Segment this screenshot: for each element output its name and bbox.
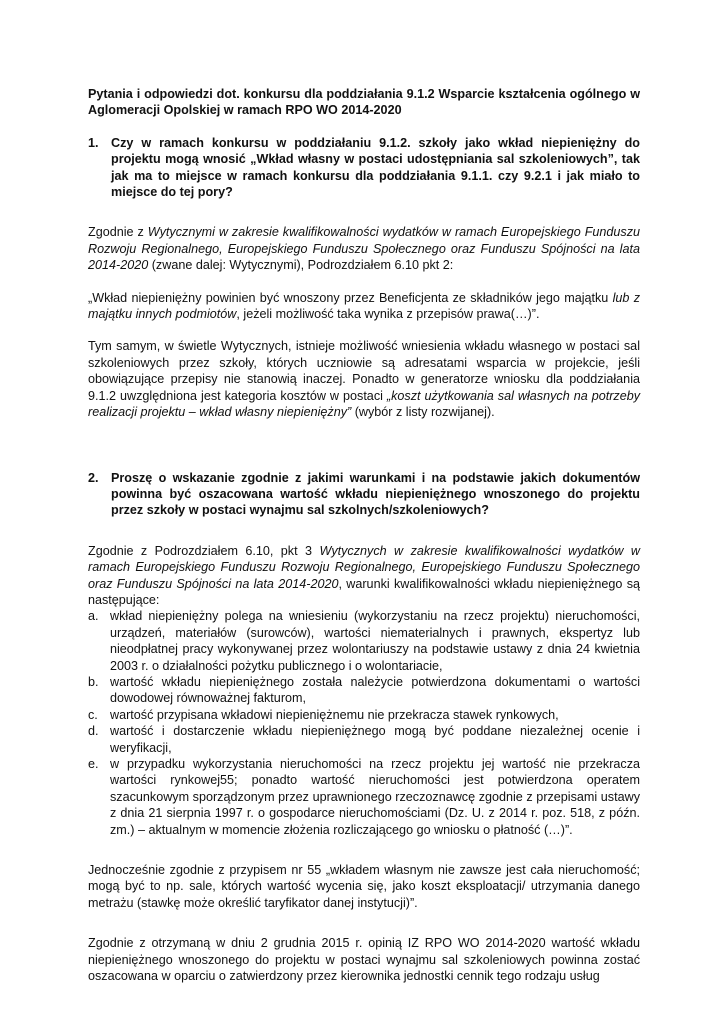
answer-1-quote: „Wkład niepieniężny powinien być wnoszony przez Beneficjenta ze składników jego majątku lub z majątku innych podmiotów, jeżeli możliwość taka wynika z przepisów prawa(…)”. xyxy=(88,290,640,322)
question-2-text: Proszę o wskazanie zgodnie z jakimi warunkami i na podstawie jakich dokumentów powinna być oszacowana wartość wkładu niepieniężnego wnoszonego do projektu przez szkoły w postaci wynajmu sal szkolnych/szkoleniowych? xyxy=(111,470,640,518)
answer-2-paragraph-1: Zgodnie z Podrozdziałem 6.10, pkt 3 Wytycznych w zakresie kwalifikowalności wydatków w ramach Europejskiego Funduszu Rozwoju Regionalnego, Europejskiego Funduszu Społecznego oraz Funduszu Spójności na lata 2014-2020, warunki kwalifikowalności wkładu niepieniężnego są następujące: xyxy=(88,543,640,607)
document-title: Pytania i odpowiedzi dot. konkursu dla poddziałania 9.1.2 Wsparcie kształcenia ogólnego w Aglomeracji Opolskiej w ramach RPO WO 2014-2020 xyxy=(88,87,640,118)
list-item: e. w przypadku wykorzystania nieruchomości na rzecz projektu jej wartość nie przekracza wartości rynkowej55; ponadto wartość nieruchomości jest potwierdzona operatem szacunkowym sporządzonym przez uprawnionego rzeczoznawcę zgodnie z przepisami ustawy z dnia 21 sierpnia 1997 r. o gospodarce nieruchomościami (Dz. U. z 2014 r. poz. 518, z późn. zm.) – aktualnym w momencie złożenia rozliczającego go wniosku o płatność (…)”. xyxy=(88,757,640,837)
answer-1-paragraph-3: Tym samym, w świetle Wytycznych, istnieje możliwość wniesienia wkładu własnego w postaci sal szkoleniowych przez szkoły, których uczniowie są adresatami wsparcia w projekcie, jeśli obowiązujące przepisy nie stanowią inaczej. Ponadto w generatorze wniosku dla poddziałania 9.1.2 uwzględniona jest kategoria kosztów w postaci „koszt użytkowania sal własnych na potrzeby realizacji projektu – wkład własny niepieniężny” (wybór z listy rozwijanej). xyxy=(88,339,641,420)
document-page xyxy=(88,86,640,984)
question-2-number: 2. xyxy=(88,470,99,485)
question-2 xyxy=(88,470,640,519)
question-1-text: Czy w ramach konkursu w poddziałaniu 9.1.2. szkoły jako wkład niepieniężny do projektu mogą wnosić „Wkład własny w postaci udostępniania sal szkoleniowych”, tak jak ma to miejsce w ramach konkursu dla poddziałania 9.1.1. czy 9.2.1 i jak miało to miejsce do tej pory? xyxy=(111,135,640,200)
list-item: a. wkład niepieniężny polega na wniesieniu (wykorzystaniu na rzecz projektu) nieruchomości, urządzeń, materiałów (surowców), wartości niematerialnych i prawnych, ekspertyz lub nieodpłatnej pracy wykonywanej przez wolontariuszy na podstawie ustawy z dnia 24 kwietnia 2003 r. o działalności pożytku publicznego i o wolontariacie, xyxy=(88,609,640,673)
answer-2-paragraph-2: Jednocześnie zgodnie z przypisem nr 55 „wkładem własnym nie zawsze jest cała nieruchomość; mogą być to np. sale, których wartość wycenia się, jako koszt eksploatacji/ utrzymania danego metrażu (stawkę może określić taryfikator danej instytucji)”. xyxy=(88,863,640,910)
list-item: c. wartość przypisana wkładowi niepieniężnemu nie przekracza stawek rynkowych, xyxy=(88,707,559,722)
answer-1-paragraph-1: Zgodnie z Wytycznymi w zakresie kwalifikowalności wydatków w ramach Europejskiego Funduszu Rozwoju Regionalnego, Europejskiego Funduszu Społecznego oraz Funduszu Spójności na lata 2014-2020 (zwane dalej: Wytycznymi), Podrozdziałem 6.10 pkt 2: xyxy=(88,225,641,273)
question-1-number: 1. xyxy=(88,135,99,150)
question-1 xyxy=(88,135,640,201)
list-item: b. wartość wkładu niepieniężnego została należycie potwierdzona dokumentami o wartości dowodowej równoważnej fakturom, xyxy=(88,674,640,706)
conditions-list xyxy=(88,608,640,838)
answer-2-paragraph-3: Zgodnie z otrzymaną w dniu 2 grudnia 2015 r. opinią IZ RPO WO 2014-2020 wartość wkładu niepieniężnego wnoszonego do projektu w postaci wynajmu sal szkoleniowych powinna zostać oszacowana w oparciu o zatwierdzony przez kierownika jednostki cennik tego rodzaju usług xyxy=(88,936,640,984)
list-item: d. wartość i dostarczenie wkładu niepieniężnego mogą być poddane niezależnej ocenie i weryfikacji, xyxy=(88,724,640,755)
